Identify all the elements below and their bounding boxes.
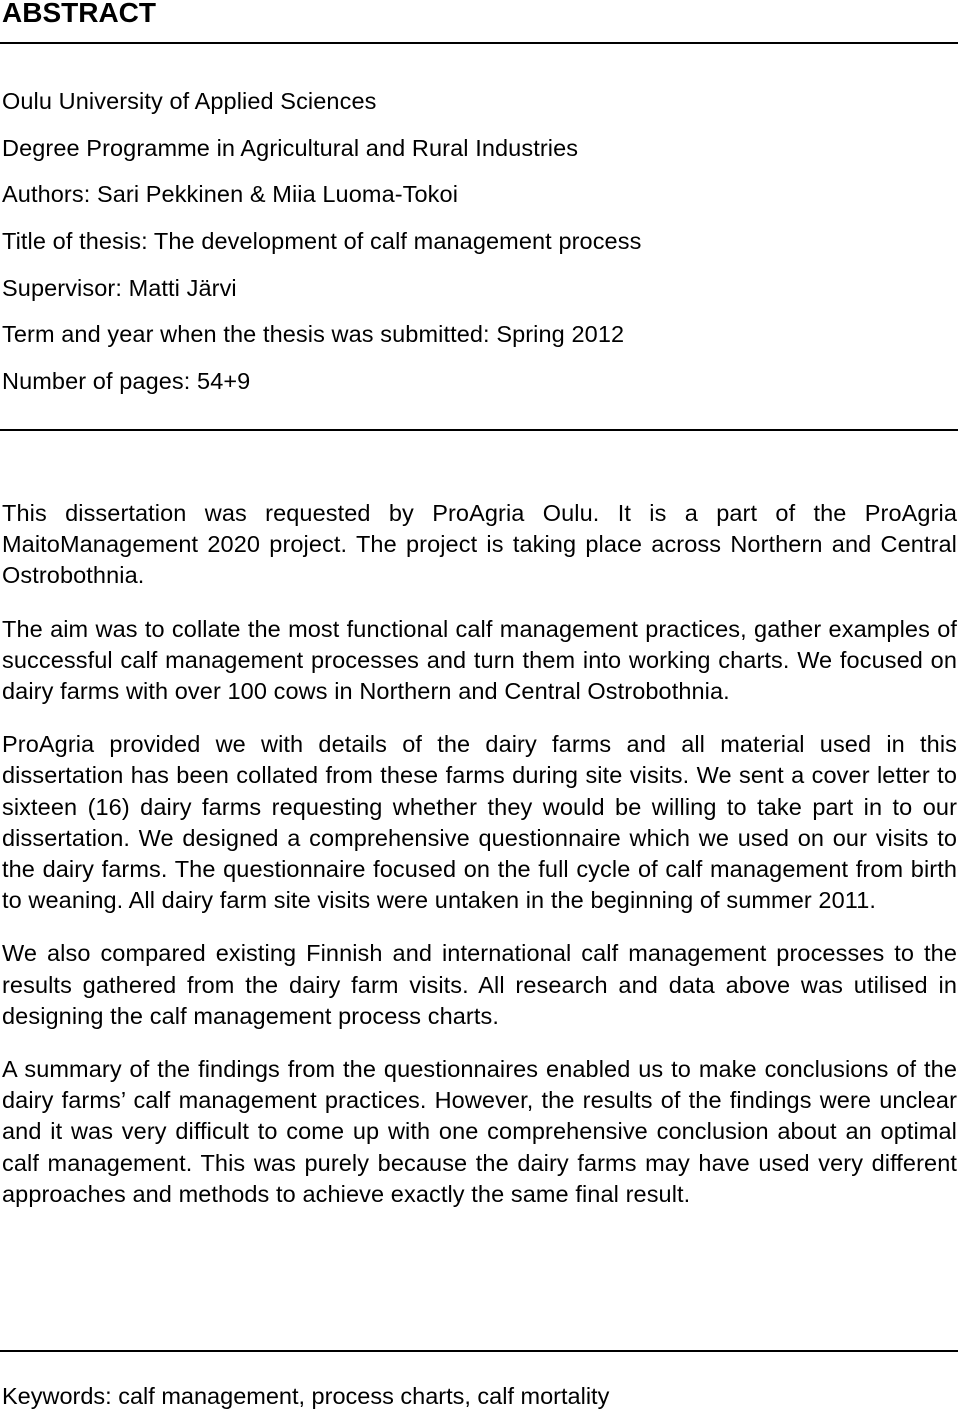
bottom-divider	[0, 1350, 958, 1352]
abstract-body	[2, 498, 957, 1210]
paragraph-request: This dissertation was requested by ProAgria Oulu. It is a part of the ProAgria MaitoManagement 2020 project. The project is taking place across Northern and Central Ostrobothnia.	[2, 500, 957, 589]
meta-submission-term: Term and year when the thesis was submitted: Spring 2012	[2, 321, 625, 348]
meta-supervisor: Supervisor: Matti Järvi	[2, 274, 237, 301]
meta-institution: Oulu University of Applied Sciences	[2, 88, 377, 114]
meta-authors: Authors: Sari Pekkinen & Miia Luoma-Tokoi	[2, 181, 459, 208]
paragraph-aim: The aim was to collate the most functional calf management practices, gather examples of successful calf management processes and turn them into working charts. We focused on dairy farms with over 100 cows in Northern and Central Ostrobothnia.	[2, 615, 957, 705]
keywords: Keywords: calf management, process charts, calf mortality	[2, 1383, 610, 1409]
meta-page-count: Number of pages: 54+9	[2, 368, 251, 395]
middle-divider	[0, 429, 958, 431]
page-title: ABSTRACT	[2, 0, 156, 28]
paragraph-comparison: We also compared existing Finnish and international calf management processes to the results gathered from the dairy farm visits. All research and data above was utilised in designing the calf management process charts.	[2, 940, 957, 1029]
meta-thesis-title: Title of thesis: The development of calf management process	[2, 228, 642, 255]
meta-degree-programme: Degree Programme in Agricultural and Rural Industries	[2, 134, 579, 161]
top-divider	[0, 42, 958, 44]
paragraph-method: ProAgria provided we with details of the dairy farms and all material used in this dissertation has been collated from these farms during site visits. We sent a cover letter to sixteen (16) dairy farms requesting whether they would be willing to take part in to our dissertation. We designed a comprehensive questionnaire which we used on our visits to the dairy farms. The questionnaire focused on the full cycle of calf management from birth to weaning. All dairy farm site visits were untaken in the beginning of summer 2011.	[2, 731, 957, 914]
thesis-metadata	[2, 78, 952, 405]
paragraph-findings: A summary of the findings from the questionnaires enabled us to make conclusions of the dairy farms’ calf management practices. However, the results of the findings were unclear and it was very difficult to come up with one comprehensive conclusion about an optimal calf management. This was purely because the dairy farms may have used very different approaches and methods to achieve exactly the same final result.	[2, 1056, 957, 1207]
